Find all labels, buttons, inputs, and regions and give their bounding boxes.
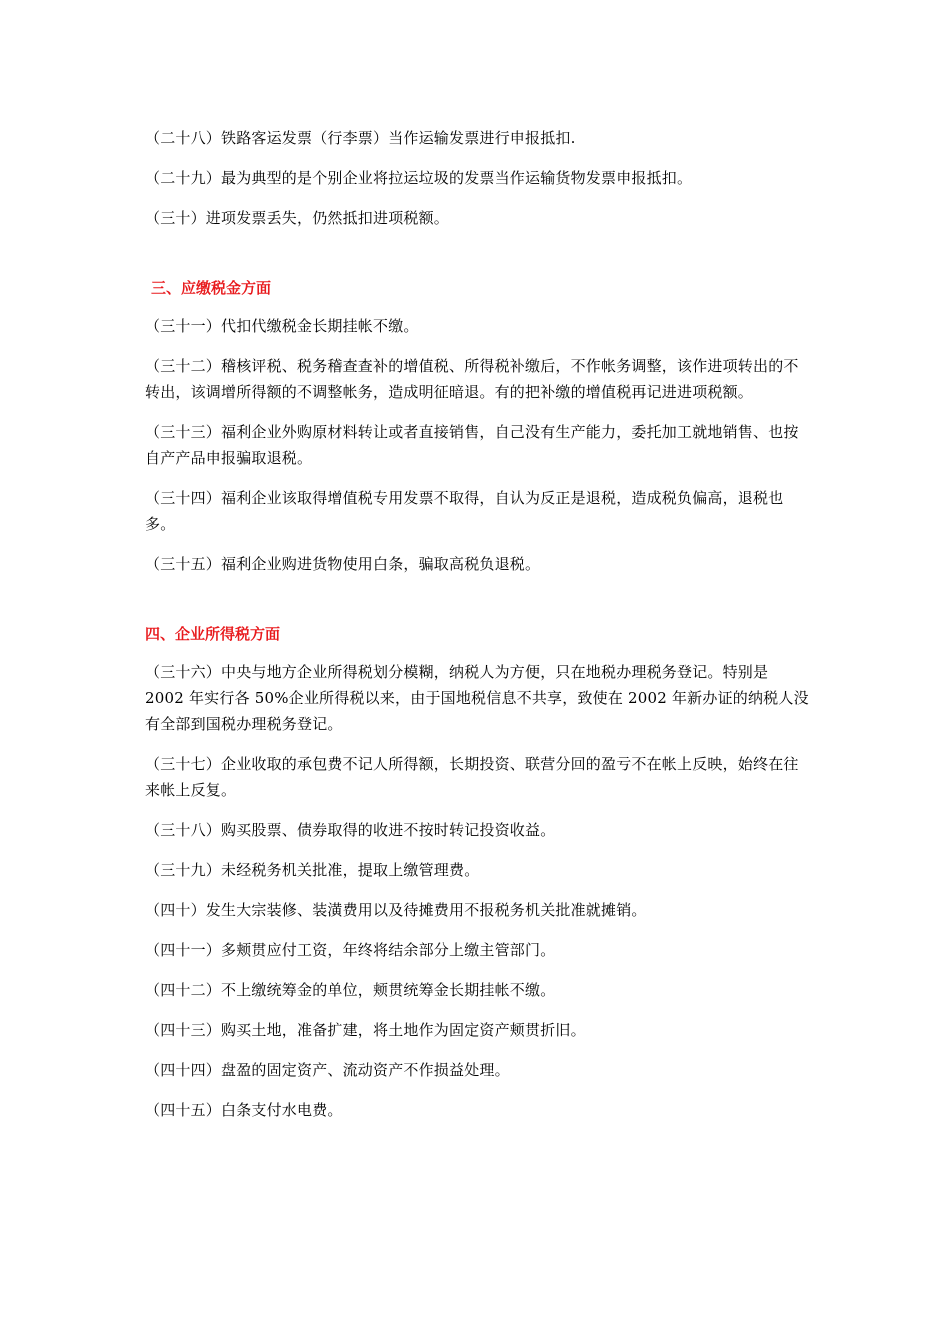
paragraph-43: （四十三）购买土地，准备扩建，将土地作为固定资产颊贯折旧。 bbox=[145, 1021, 586, 1039]
section-heading-taxes-payable: 三、应缴税金方面 bbox=[151, 279, 272, 297]
paragraph-41: （四十一）多颊贯应付工资，年终将结余部分上缴主管部门。 bbox=[145, 941, 556, 959]
paragraph-35: （三十五）福利企业购进货物使用白条，骗取高税负退税。 bbox=[145, 555, 541, 573]
paragraph-31: （三十一）代扣代缴税金长期挂帐不缴。 bbox=[145, 317, 419, 335]
paragraph-44: （四十四）盘盈的固定资产、流动资产不作损益处理。 bbox=[145, 1061, 510, 1079]
paragraph-33: （三十三）福利企业外购原材料转让或者直接销售，自己没有生产能力，委托加工就地销售、也按自产产品申报骗取退税。 bbox=[145, 423, 799, 467]
document-body bbox=[145, 125, 810, 1137]
paragraph-36: （三十六）中央与地方企业所得税划分模糊，纳税人为方便，只在地税办理税务登记。特别是 2002 年实行各 50%企业所得税以来，由于国地税信息不共享，致使在 2002 年新办证的纳税人没有全部到国税办理税务登记。 bbox=[145, 663, 809, 733]
paragraph-38: （三十八）购买股票、债券取得的收进不按时转记投资收益。 bbox=[145, 821, 556, 839]
paragraph-32: （三十二）稽核评税、税务稽查查补的增值税、所得税补缴后，不作帐务调整，该作进项转出的不转出，该调增所得额的不调整帐务，造成明征暗退。有的把补缴的增值税再记进进项税额。 bbox=[145, 357, 799, 401]
paragraph-37: （三十七）企业收取的承包费不记人所得额，长期投资、联营分回的盈亏不在帐上反映，始终在往来帐上反复。 bbox=[145, 755, 799, 799]
paragraph-45: （四十五）白条支付水电费。 bbox=[145, 1101, 343, 1119]
paragraph-30: （三十）进项发票丢失，仍然抵扣进项税额。 bbox=[145, 209, 450, 227]
section-heading-income-tax: 四、企业所得税方面 bbox=[145, 625, 281, 643]
paragraph-39: （三十九）未经税务机关批准，提取上缴管理费。 bbox=[145, 861, 480, 879]
paragraph-28: （二十八）铁路客运发票（行李票）当作运输发票进行申报抵扣. bbox=[145, 129, 576, 147]
paragraph-34: （三十四）福利企业该取得增值税专用发票不取得，自认为反正是退税，造成税负偏高，退税也多。 bbox=[145, 489, 784, 533]
paragraph-42: （四十二）不上缴统筹金的单位，颊贯统筹金长期挂帐不缴。 bbox=[145, 981, 556, 999]
paragraph-40: （四十）发生大宗装修、装潢费用以及待摊费用不报税务机关批准就摊销。 bbox=[145, 901, 647, 919]
paragraph-29: （二十九）最为典型的是个别企业将拉运垃圾的发票当作运输货物发票申报抵扣。 bbox=[145, 169, 693, 187]
